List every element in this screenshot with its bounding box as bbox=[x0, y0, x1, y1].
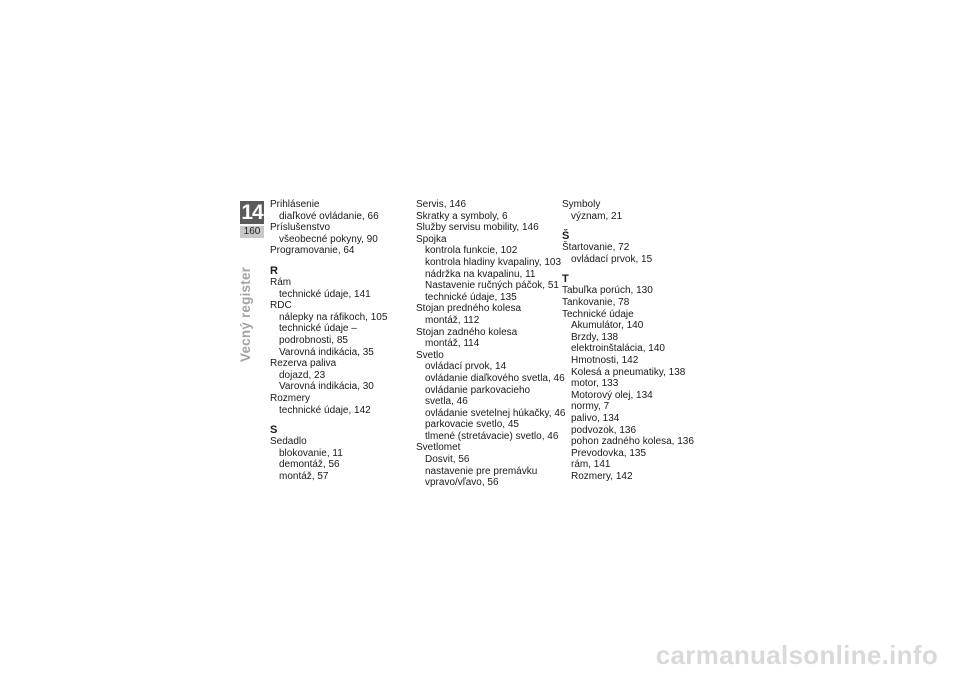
index-entry: Svetlomet bbox=[416, 442, 461, 454]
index-subentry: parkovacie svetlo, 45 bbox=[425, 419, 519, 431]
index-subentry: elektroinštalácia, 140 bbox=[571, 343, 665, 355]
index-entry: Svetlo bbox=[416, 349, 444, 361]
index-entry: Symboly bbox=[562, 199, 601, 210]
index-entry: Rozmery bbox=[270, 392, 311, 404]
index-subentry: montáž, 114 bbox=[425, 338, 480, 350]
index-subentry: Kolesá a pneumatiky, 138 bbox=[571, 366, 686, 378]
index-subentry: nastavenie pre premávku bbox=[425, 465, 538, 477]
index-column-1 bbox=[270, 199, 415, 482]
index-subentry: kontrola hladiny kvapaliny, 103 bbox=[425, 256, 562, 268]
index-subentry: podrobnosti, 85 bbox=[279, 334, 348, 346]
index-subentry: motor, 133 bbox=[571, 378, 619, 390]
index-entry: Skratky a symboly, 6 bbox=[416, 210, 508, 222]
index-subentry: Hmotnosti, 142 bbox=[571, 354, 639, 366]
index-subentry: montáž, 112 bbox=[425, 314, 480, 326]
index-letter-heading: T bbox=[562, 273, 569, 286]
index-subentry: dojazd, 23 bbox=[279, 369, 326, 381]
index-subentry: nádržka na kvapalinu, 11 bbox=[425, 268, 536, 280]
index-entry: Servis, 146 bbox=[416, 199, 467, 210]
index-letter-heading: S bbox=[270, 424, 278, 437]
index-subentry: technické údaje – bbox=[279, 323, 357, 335]
index-subentry: všeobecné pokyny, 90 bbox=[279, 233, 378, 245]
index-subentry: rám, 141 bbox=[571, 459, 611, 471]
index-subentry: Dosvit, 56 bbox=[425, 454, 470, 466]
index-subentry: kontrola funkcie, 102 bbox=[425, 245, 518, 257]
index-subentry: normy, 7 bbox=[571, 401, 610, 413]
index-subentry: Brzdy, 138 bbox=[571, 331, 619, 343]
chapter-marker bbox=[240, 201, 264, 238]
index-subentry: montáž, 57 bbox=[279, 470, 329, 482]
index-subentry: technické údaje, 141 bbox=[279, 288, 371, 300]
index-subentry: Varovná indikácia, 35 bbox=[279, 346, 374, 358]
index-entry: Služby servisu mobility, 146 bbox=[416, 222, 539, 234]
index-entry: Sedadlo bbox=[270, 436, 307, 448]
index-entry: Stojan zadného kolesa bbox=[416, 326, 518, 338]
index-subentry: blokovanie, 11 bbox=[279, 447, 343, 459]
index-subentry: význam, 21 bbox=[571, 210, 623, 222]
index-subentry: demontáž, 56 bbox=[279, 459, 340, 471]
index-subentry: nálepky na ráfikoch, 105 bbox=[279, 311, 388, 323]
index-entry: RDC bbox=[270, 300, 292, 312]
index-entry: Štartovanie, 72 bbox=[562, 242, 630, 254]
watermark: carmanualsonline.info bbox=[655, 640, 938, 670]
index-subentry: Nastavenie ručných páčok, 51 bbox=[425, 280, 559, 292]
index-entry: Rám bbox=[270, 276, 292, 288]
index-subentry: ovládací prvok, 14 bbox=[425, 361, 507, 373]
index-subentry: ovládanie parkovacieho bbox=[425, 384, 531, 396]
index-entry: Rezerva paliva bbox=[270, 358, 337, 370]
index-subentry: Motorový olej, 134 bbox=[571, 389, 653, 401]
index-subentry: tlmené (stretávacie) svetlo, 46 bbox=[425, 430, 559, 442]
index-subentry: vpravo/vľavo, 56 bbox=[425, 477, 499, 489]
index-subentry: Prevodovka, 135 bbox=[571, 447, 647, 459]
index-entry: Spojka bbox=[416, 233, 447, 245]
index-letter-heading: R bbox=[270, 264, 278, 277]
index-subentry: Rozmery, 142 bbox=[571, 470, 633, 482]
index-subentry: diaľkové ovládanie, 66 bbox=[279, 210, 379, 222]
index-entry: Technické údaje bbox=[562, 308, 634, 320]
index-entry: Stojan predného kolesa bbox=[416, 303, 522, 315]
index-subentry: technické údaje, 135 bbox=[425, 291, 517, 303]
index-subentry: ovládanie diaľkového svetla, 46 bbox=[425, 372, 565, 384]
index-entry: Príslušenstvo bbox=[270, 222, 331, 234]
index-entry: Programovanie, 64 bbox=[270, 245, 355, 257]
index-letter-heading: Š bbox=[562, 230, 570, 243]
chapter-number: 14 bbox=[241, 201, 263, 224]
index-entry: Prihlásenie bbox=[270, 199, 320, 210]
index-subentry: podvozok, 136 bbox=[571, 424, 637, 436]
index-subentry: Varovná indikácia, 30 bbox=[279, 381, 374, 393]
index-subentry: palivo, 134 bbox=[571, 412, 620, 424]
index-subentry: pohon zadného kolesa, 136 bbox=[571, 436, 694, 448]
index-subentry: technické údaje, 142 bbox=[279, 404, 371, 416]
index-subentry: svetla, 46 bbox=[425, 396, 468, 408]
page-number: 160 bbox=[240, 226, 264, 238]
index-column-2 bbox=[416, 199, 566, 489]
index-column-3 bbox=[562, 199, 707, 482]
index-subentry: ovládací prvok, 15 bbox=[571, 253, 653, 265]
index-entry: Tabuľka porúch, 130 bbox=[562, 285, 653, 297]
index-entry: Tankovanie, 78 bbox=[562, 296, 630, 308]
index-subentry: Akumulátor, 140 bbox=[571, 320, 644, 332]
index-subentry: ovládanie svetelnej húkačky, 46 bbox=[425, 407, 566, 419]
section-title: Vecný register bbox=[238, 266, 253, 362]
